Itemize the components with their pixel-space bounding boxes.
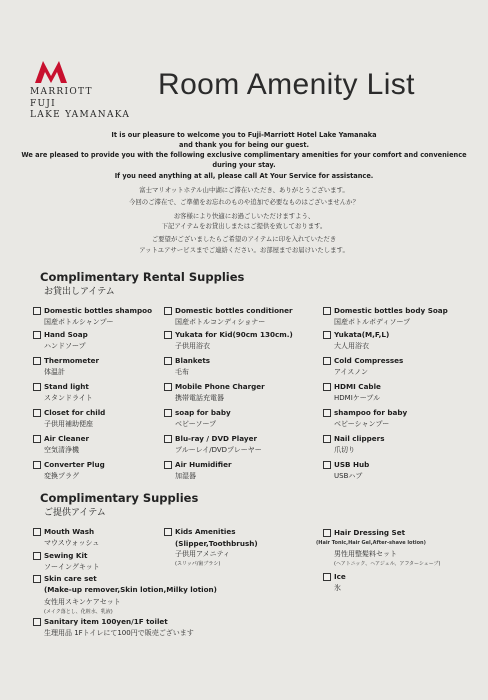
intro-line: during your stay. [212, 161, 276, 169]
item-label: Sanitary item 100yen/1F toilet [44, 617, 168, 626]
item-label-jp: 国産ボトルボディソープ [334, 318, 411, 326]
checkbox[interactable] [33, 307, 41, 315]
item-label: Air Humidifier [175, 460, 232, 469]
item-label: shampoo for baby [334, 408, 408, 417]
item-label-jp: 氷 [334, 584, 341, 592]
checkbox[interactable] [164, 409, 172, 417]
checkbox[interactable] [164, 383, 172, 391]
checkbox[interactable] [323, 331, 331, 339]
item-label-detail: (Slipper,Toothbrush) [175, 539, 258, 548]
item-label-jp: 子供用浴衣 [175, 342, 210, 350]
item-label: Sewing Kit [44, 551, 88, 560]
item-label-jp: 女性用スキンケアセット [44, 598, 121, 606]
checkbox[interactable] [33, 618, 41, 626]
intro-line: If you need anything at all, please call At Your Service for assistance. [114, 172, 374, 180]
item-label-jp: 携帯電話充電器 [175, 394, 224, 402]
rental-section-title-jp: お貸出しアイテム [44, 287, 115, 297]
item-label-jp-detail: (スリッパ/歯ブラシ) [175, 561, 221, 567]
checkbox[interactable] [323, 383, 331, 391]
checkbox[interactable] [33, 357, 41, 365]
item-label-jp: 国産ボトルシャンプー [44, 318, 114, 326]
checkbox[interactable] [33, 435, 41, 443]
item-label: Converter Plug [44, 460, 105, 469]
checkbox[interactable] [33, 461, 41, 469]
item-label: Domestic bottles shampoo [44, 306, 153, 315]
checkbox[interactable] [164, 461, 172, 469]
intro-jp-line: お客様により快適にお過ごしいただけますよう、 [173, 212, 315, 220]
item-label: USB Hub [334, 460, 370, 469]
checkbox[interactable] [33, 528, 41, 536]
brand-location-2: LAKE YAMANAKA [30, 110, 131, 120]
item-label-jp: 生理用品 1Fトイレにて100円で販売ございます [44, 629, 194, 637]
item-label-jp: マウスウォッシュ [44, 539, 100, 547]
checkbox[interactable] [164, 357, 172, 365]
item-label-jp: 男性用整髪料セット [334, 550, 397, 558]
item-label-jp: 空気清浄機 [44, 446, 79, 454]
checkbox[interactable] [323, 357, 331, 365]
item-label: Air Cleaner [44, 434, 90, 443]
checkbox[interactable] [164, 307, 172, 315]
checkbox[interactable] [323, 307, 331, 315]
item-label: Mouth Wash [44, 527, 95, 536]
item-label-jp: USBハブ [334, 472, 363, 480]
item-label-jp: ブルーレイ/DVDプレーヤー [175, 446, 262, 454]
item-label-jp: ハンドソープ [44, 342, 86, 350]
item-label: Cold Compresses [334, 356, 404, 365]
item-label: Domestic bottles conditioner [175, 306, 293, 315]
checkbox[interactable] [323, 435, 331, 443]
item-label: Hand Soap [44, 330, 88, 339]
item-label-detail: (Make-up remover,Skin lotion,Milky lotion) [44, 585, 217, 594]
item-label-detail: (Hair Tonic,Hair Gel,After-shave lotion) [316, 540, 426, 546]
item-label: Thermometer [44, 356, 100, 365]
item-label-jp: スタンドライト [44, 394, 93, 402]
item-label: Nail clippers [334, 434, 385, 443]
item-label-jp: 体温計 [44, 368, 65, 376]
item-label: Hair Dressing Set [334, 528, 406, 537]
item-label: Yukata for Kid(90cm 130cm.) [175, 330, 293, 339]
marriott-logo-icon [34, 58, 68, 84]
checkbox[interactable] [323, 461, 331, 469]
checkbox[interactable] [33, 409, 41, 417]
item-label: Closet for child [44, 408, 106, 417]
brand-location: FUJI [30, 99, 56, 109]
item-label-jp-detail: (メイク落とし、化粧水、乳液) [44, 609, 113, 615]
brand-name: MARRIOTT [30, 87, 93, 97]
item-label-jp: 子供用アメニティ [175, 550, 231, 558]
checkbox[interactable] [323, 529, 331, 537]
item-label: Blu-ray / DVD Player [175, 434, 257, 443]
item-label: Ice [334, 572, 346, 581]
supplies-section-title-jp: ご提供アイテム [44, 508, 106, 518]
item-label-jp: 国産ボトルコンディショナー [175, 318, 266, 326]
item-label: Kids Amenities [175, 527, 236, 536]
item-label: Stand light [44, 382, 89, 391]
intro-jp-line: 今回のご滞在で、ご準備をお忘れのものや追加で必要なものはございませんか？ [129, 198, 359, 206]
intro-line: It is our pleasure to welcome you to Fuji-Marriott Hotel Lake Yamanaka [111, 131, 377, 139]
item-label-jp-detail: (ヘアトニック、ヘアジェル、アフターシェーブ) [334, 561, 441, 567]
item-label: Blankets [175, 356, 211, 365]
intro-line: We are pleased to provide you with the following exclusive complimentary amenities for your comfort and convenience [21, 151, 467, 159]
intro-line: and thank you for being our guest. [179, 141, 309, 149]
checkbox[interactable] [33, 331, 41, 339]
item-label: soap for baby [175, 408, 231, 417]
item-label: Yukata(M,F,L) [334, 330, 390, 339]
item-label-jp: 加湿器 [175, 472, 196, 480]
item-label-jp: 大人用浴衣 [334, 342, 369, 350]
item-label-jp: 毛布 [175, 368, 189, 376]
supplies-section-title: Complimentary Supplies [40, 491, 199, 505]
item-label-jp: ベビーソープ [175, 420, 217, 428]
intro-jp-line: 下記アイテムをお貸出しまたはご提供を致しております。 [161, 222, 327, 230]
checkbox[interactable] [33, 383, 41, 391]
page-title: Room Amenity List [158, 68, 415, 101]
checkbox[interactable] [164, 528, 172, 536]
item-label-jp: アイスノン [334, 368, 369, 376]
item-label: Mobile Phone Charger [175, 382, 265, 391]
item-label-jp: 変換プラグ [44, 472, 79, 480]
item-label-jp: HDMIケーブル [334, 394, 381, 402]
item-label-jp: ソーイングキット [44, 563, 100, 571]
item-label: Domestic bottles body Soap [334, 306, 448, 315]
item-label-jp: 子供用補助便座 [44, 420, 93, 428]
checkbox[interactable] [33, 552, 41, 560]
checkbox[interactable] [33, 575, 41, 583]
item-label: Skin care set [44, 574, 97, 583]
item-label-jp: 爪切り [334, 446, 355, 454]
checkbox[interactable] [323, 573, 331, 581]
checkbox[interactable] [164, 435, 172, 443]
intro-jp-line: ご要望がございましたらご希望のアイテムに印を入れていただき [151, 235, 337, 243]
intro-jp-line: アットユアサービスまでご連絡ください。お部屋までお届けいたします。 [139, 246, 349, 254]
item-label: HDMI Cable [334, 382, 381, 391]
checkbox[interactable] [323, 409, 331, 417]
rental-section-title: Complimentary Rental Supplies [40, 270, 245, 284]
checkbox[interactable] [164, 331, 172, 339]
item-label-jp: ベビーシャンプー [334, 420, 390, 428]
intro-jp-line: 富士マリオットホテル山中湖にご滞在いただき、ありがとうございます。 [139, 186, 349, 194]
